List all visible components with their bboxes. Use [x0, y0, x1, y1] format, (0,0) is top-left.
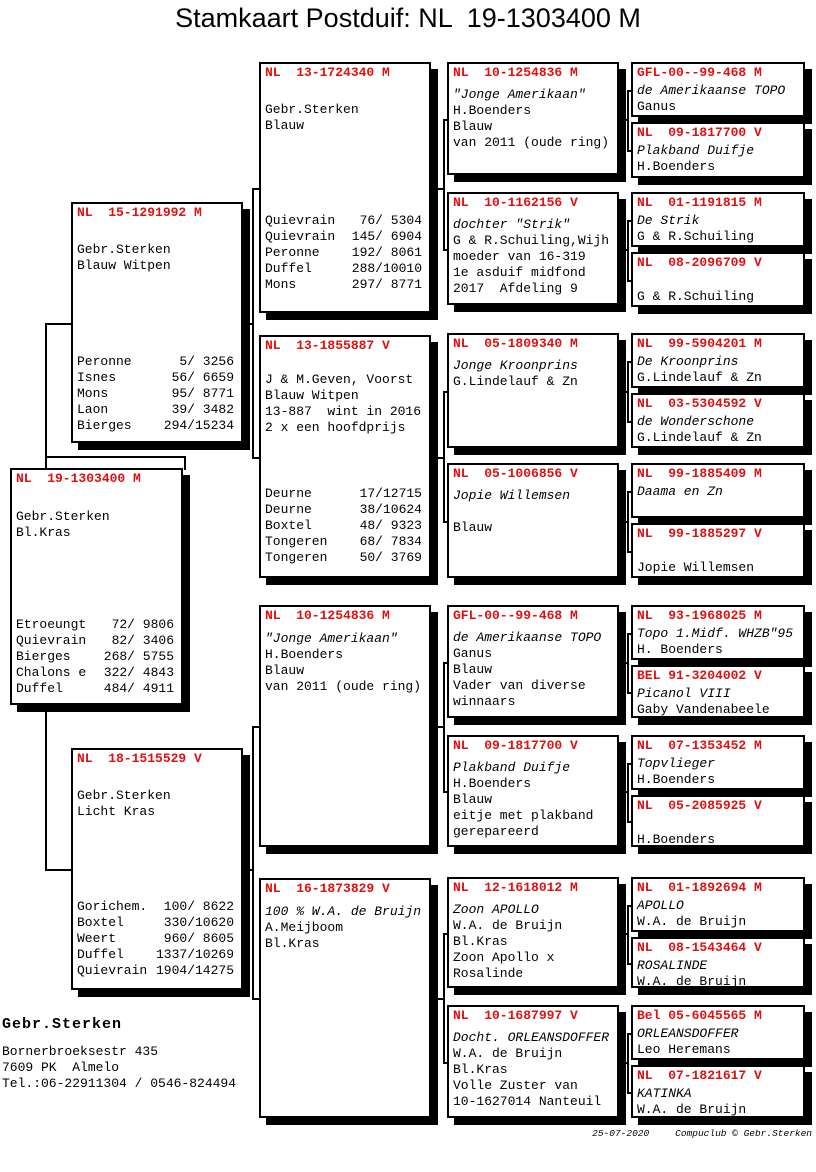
pedigree-box-dds	[447, 877, 619, 988]
connector-line	[252, 457, 259, 459]
info-line: H.Boenders	[637, 832, 716, 847]
info-line: Blauw	[453, 662, 493, 677]
ring-number: NL 05-1809340 M	[453, 336, 578, 351]
race-result-row: Chalons e 322/ 4843	[16, 665, 174, 680]
info-line: Plakband Duifje	[453, 760, 571, 775]
info-line: De Strik	[637, 213, 700, 228]
info-line: Blauw Witpen	[265, 388, 359, 403]
info-line: APOLLO	[637, 898, 684, 913]
info-line: H.Boenders	[637, 772, 716, 787]
connector-line	[252, 188, 259, 190]
connector-line	[252, 726, 259, 728]
software-credit: Compuclub © Gebr.Sterken	[675, 1128, 812, 1139]
info-line: dochter "Strik"	[453, 217, 571, 232]
pedigree-box-dsd	[447, 735, 619, 847]
info-line: G.Lindelauf & Zn	[637, 370, 762, 385]
info-line: "Jonge Amerikaan"	[453, 87, 586, 102]
info-line: 13-887 wint in 2016	[265, 404, 422, 419]
race-result-row: Duffel 288/10010	[265, 261, 422, 276]
connector-line	[429, 998, 445, 1000]
info-line: Volle Zuster van	[453, 1078, 578, 1093]
race-result-row: Isnes 56/ 6659	[77, 370, 234, 385]
info-line: Jopie Willemsen	[453, 488, 571, 503]
info-line: G & R.Schuiling	[637, 229, 755, 244]
connector-line	[627, 905, 629, 965]
ring-number: Bel 05-6045565 M	[637, 1008, 762, 1023]
info-line: De Kroonprins	[637, 354, 739, 369]
info-line: Gaby Vandenabeele	[637, 702, 770, 717]
race-result-row: Deurne 38/10624	[265, 502, 422, 517]
ring-number: NL 99-1885297 V	[637, 526, 762, 541]
pedigree-box-dsdd	[631, 795, 805, 847]
ring-number: NL 13-1855887 V	[265, 338, 390, 353]
pedigree-box-ddsd	[631, 937, 805, 988]
pedigree-box-sss	[447, 62, 619, 175]
footer-owner-name: Gebr.Sterken	[2, 1016, 123, 1033]
footer-address-city: 7609 PK Almelo	[2, 1060, 120, 1075]
info-line: Leo Heremans	[637, 1042, 731, 1057]
connector-line	[429, 457, 445, 459]
race-result-row: Bierges 294/15234	[77, 418, 234, 433]
info-line: Bl.Kras	[265, 936, 320, 951]
info-line: Blauw	[453, 520, 493, 535]
info-line: Zoon Apollo x	[453, 950, 555, 965]
pedigree-box-dddd	[631, 1065, 805, 1118]
info-line: G & R.Schuiling	[637, 289, 755, 304]
ring-number: NL 15-1291992 M	[77, 205, 202, 220]
info-line: Topo 1.Midf. WHZB"95	[637, 626, 794, 641]
race-results	[77, 354, 234, 434]
race-result-row: Laon 39/ 3482	[77, 402, 234, 417]
ring-number: NL 08-2096709 V	[637, 255, 762, 270]
ring-number: NL 16-1873829 V	[265, 881, 390, 896]
info-line: Bl.Kras	[16, 525, 71, 540]
info-line: H.Boenders	[637, 159, 716, 174]
info-line: G.Lindelauf & Zn	[453, 374, 578, 389]
ring-number: NL 05-1006856 V	[453, 466, 578, 481]
info-line: Ganus	[453, 646, 493, 661]
pedigree-box-ssd	[447, 192, 619, 305]
pedigree-box-sd	[259, 335, 431, 578]
race-result-row: Peronne 5/ 3256	[77, 354, 234, 369]
print-date: 25-07-2020	[592, 1128, 650, 1139]
race-result-row: Quievrain 145/ 6904	[265, 229, 422, 244]
info-line: de Amerikaanse TOPO	[637, 83, 786, 98]
race-result-row: Duffel 1337/10269	[77, 947, 234, 962]
info-line: Gebr.Sterken	[77, 242, 171, 257]
info-line: Bl.Kras	[453, 1062, 508, 1077]
race-result-row: Quievrain 82/ 3406	[16, 633, 174, 648]
race-result-row: Boxtel 48/ 9323	[265, 518, 422, 533]
connector-line	[45, 456, 186, 458]
race-result-row: Mons 95/ 8771	[77, 386, 234, 401]
ring-number: NL 10-1162156 V	[453, 195, 578, 210]
pedigree-box-ddss	[631, 877, 805, 932]
ring-number: NL 12-1618012 M	[453, 880, 578, 895]
page-title: Stamkaart Postduif: NL 19-1303400 M	[175, 3, 641, 33]
pedigree-box-sdss	[631, 333, 805, 388]
info-line: winnaars	[453, 694, 516, 709]
pedigree-box-sds	[447, 333, 619, 448]
info-line: 100 % W.A. de Bruijn	[265, 904, 422, 919]
connector-line	[627, 763, 629, 823]
info-line: Plakband Duifje	[637, 143, 755, 158]
info-line: W.A. de Bruijn	[453, 918, 563, 933]
ring-number: NL 05-2085925 V	[637, 798, 762, 813]
ring-number: NL 99-1885409 M	[637, 466, 762, 481]
race-results	[16, 617, 174, 697]
pedigree-box-ssds	[631, 192, 805, 247]
footer-phone: Tel.:06-22911304 / 0546-824494	[2, 1076, 237, 1091]
ring-number: NL 10-1254836 M	[453, 65, 578, 80]
info-line: 10-1627014 Nanteuil	[453, 1094, 602, 1109]
pedigree-box-ds	[259, 605, 431, 847]
info-line: Zoon APOLLO	[453, 902, 539, 917]
ring-number: NL 09-1817700 V	[637, 125, 762, 140]
ring-number: NL 18-1515529 V	[77, 751, 202, 766]
pedigree-box-dss	[447, 605, 619, 718]
ring-number: NL 99-5904201 M	[637, 336, 762, 351]
ring-number: NL 03-5304592 V	[637, 396, 762, 411]
info-line: Blauw	[265, 118, 305, 133]
info-line: gerepareerd	[453, 824, 539, 839]
info-line: 2017 Afdeling 9	[453, 281, 578, 296]
connector-line	[627, 90, 629, 152]
race-result-row: Tongeren 50/ 3769	[265, 550, 422, 565]
race-result-row: Gorichem. 100/ 8622	[77, 899, 234, 914]
info-line: Ganus	[637, 99, 677, 114]
info-line: Gebr.Sterken	[16, 509, 110, 524]
info-line: Jonge Kroonprins	[453, 358, 578, 373]
info-line: "Jonge Amerikaan"	[265, 631, 398, 646]
info-line: W.A. de Bruijn	[637, 974, 747, 989]
ring-number: NL 07-1821617 V	[637, 1068, 762, 1083]
pedigree-box-dsss	[631, 605, 805, 660]
connector-line	[429, 726, 445, 728]
info-line: eitje met plakband	[453, 808, 594, 823]
race-results	[265, 486, 422, 566]
pedigree-box-sdd	[447, 463, 619, 578]
info-line: 1e asduif midfond	[453, 265, 586, 280]
info-line: Jopie Willemsen	[637, 560, 755, 575]
connector-line	[443, 119, 445, 251]
info-line: van 2011 (oude ring)	[453, 135, 610, 150]
ring-number: NL 93-1968025 M	[637, 608, 762, 623]
pedigree-box-sddd	[631, 523, 805, 578]
info-line: Blauw	[453, 792, 493, 807]
info-line: Topvlieger	[637, 756, 716, 771]
pedigree-box-ssdd	[631, 252, 805, 307]
info-line: ORLEANSDOFFER	[637, 1026, 739, 1041]
info-line: W.A. de Bruijn	[453, 1046, 563, 1061]
info-line: Blauw	[453, 119, 493, 134]
info-line: Bl.Kras	[453, 934, 508, 949]
ring-number: NL 01-1191815 M	[637, 195, 762, 210]
pedigree-box-dsds	[631, 735, 805, 790]
info-line: W.A. de Bruijn	[637, 914, 747, 929]
connector-line	[627, 220, 629, 282]
ring-number: NL 01-1892694 M	[637, 880, 762, 895]
info-line: Picanol VIII	[637, 686, 731, 701]
info-line: Daama en Zn	[637, 484, 723, 499]
pedigree-box-ss	[259, 62, 431, 313]
ring-number: NL 19-1303400 M	[16, 471, 141, 486]
info-line: Docht. ORLEANSDOFFER	[453, 1030, 610, 1045]
info-line: W.A. de Bruijn	[637, 1102, 747, 1117]
pedigree-box-sire	[71, 202, 243, 443]
race-result-row: Deurne 17/12715	[265, 486, 422, 501]
info-line: Licht Kras	[77, 804, 156, 819]
pedigree-box-dssd	[631, 665, 805, 718]
connector-line	[252, 998, 259, 1000]
connector-line	[429, 188, 445, 190]
connector-line	[252, 726, 254, 1000]
info-line: G & R.Schuiling,Wijh	[453, 233, 610, 248]
info-line: de Wonderschone	[637, 414, 755, 429]
pedigree-box-ssss	[631, 62, 805, 117]
info-line: A.Meijboom	[265, 920, 344, 935]
connector-line	[45, 323, 71, 325]
ring-number: NL 13-1724340 M	[265, 65, 390, 80]
connector-line	[184, 456, 186, 470]
info-line: Gebr.Sterken	[77, 788, 171, 803]
pedigree-box-sdsd	[631, 393, 805, 448]
info-line: H.Boenders	[265, 647, 344, 662]
ring-number: NL 08-1543464 V	[637, 940, 762, 955]
race-results	[77, 899, 234, 979]
footer-address-street: Bornerbroeksestr 435	[2, 1044, 159, 1059]
pedigree-box-ddd	[447, 1005, 619, 1118]
info-line: moeder van 16-319	[453, 249, 586, 264]
ring-number: BEL 91-3204002 V	[637, 668, 762, 683]
race-results	[265, 213, 422, 293]
info-line: Vader van diverse	[453, 678, 586, 693]
pedigree-box-dam	[71, 748, 243, 990]
info-line: H.Boenders	[453, 776, 532, 791]
info-line: Blauw Witpen	[77, 258, 171, 273]
race-result-row: Tongeren 68/ 7834	[265, 534, 422, 549]
info-line: van 2011 (oude ring)	[265, 679, 422, 694]
pedigree-box-dd	[259, 878, 431, 1118]
info-line: Rosalinde	[453, 966, 524, 981]
race-result-row: Mons 297/ 8771	[265, 277, 422, 292]
info-line: G.Lindelauf & Zn	[637, 430, 762, 445]
ring-number: GFL-00--99-468 M	[637, 65, 762, 80]
ring-number: NL 10-1254836 M	[265, 608, 390, 623]
ring-number: NL 09-1817700 V	[453, 738, 578, 753]
footer-credit	[500, 1128, 812, 1139]
pedigree-box-sdds	[631, 463, 805, 518]
info-line: J & M.Geven, Voorst	[265, 372, 414, 387]
race-result-row: Boxtel 330/10620	[77, 915, 234, 930]
ring-number: GFL-00--99-468 M	[453, 608, 578, 623]
info-line: 2 x een hoofdprijs	[265, 420, 406, 435]
info-line: KATINKA	[637, 1086, 692, 1101]
info-line: Gebr.Sterken	[265, 102, 359, 117]
race-result-row: Bierges 268/ 5755	[16, 649, 174, 664]
pedigree-box-sssd	[631, 122, 805, 178]
race-result-row: Quievrain 1904/14275	[77, 963, 234, 978]
race-result-row: Etroeungt 72/ 9806	[16, 617, 174, 632]
pedigree-box-subject	[10, 468, 183, 705]
race-result-row: Duffel 484/ 4911	[16, 681, 174, 696]
info-line: de Amerikaanse TOPO	[453, 630, 602, 645]
info-line: H. Boenders	[637, 642, 723, 657]
info-line: H.Boenders	[453, 103, 532, 118]
race-result-row: Quievrain 76/ 5304	[265, 213, 422, 228]
race-result-row: Peronne 192/ 8061	[265, 245, 422, 260]
pedigree-box-ddds	[631, 1005, 805, 1060]
race-result-row: Weert 960/ 8605	[77, 931, 234, 946]
connector-line	[45, 869, 71, 871]
info-line: ROSALINDE	[637, 958, 708, 973]
info-line: Blauw	[265, 663, 305, 678]
ring-number: NL 07-1353452 M	[637, 738, 762, 753]
ring-number: NL 10-1687997 V	[453, 1008, 578, 1023]
